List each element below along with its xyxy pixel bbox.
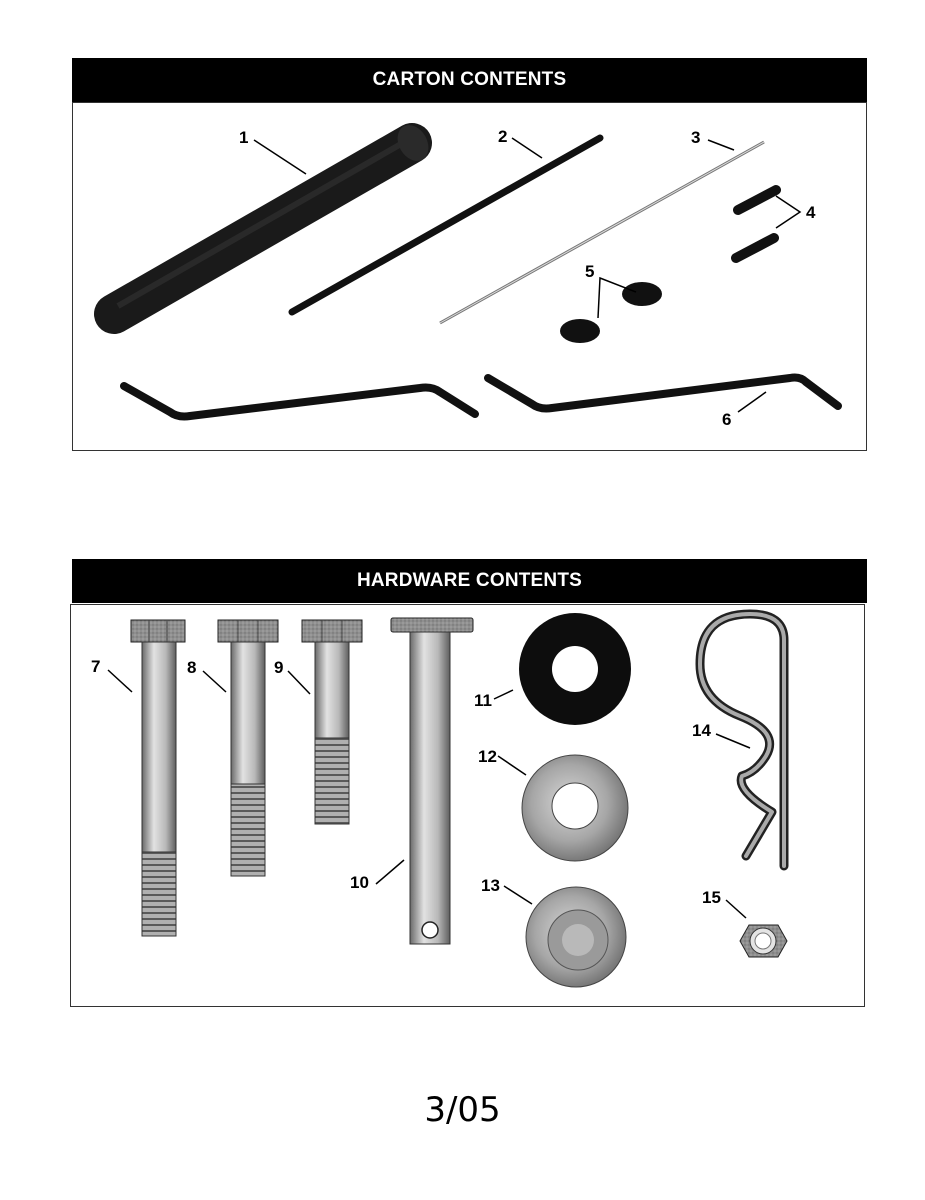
part-1-tube [114,120,435,314]
carton-contents-title: CARTON CONTENTS [372,69,567,90]
callout-6: 6 [722,410,732,429]
callout-5: 5 [585,262,595,281]
callout-8: 8 [187,658,197,677]
callout-15: 15 [702,888,721,907]
part-5-discs [560,282,662,343]
callout-11: 11 [474,691,492,710]
callout-2: 2 [498,127,508,146]
hardware-contents-title: HARDWARE CONTENTS [356,570,583,591]
part-4-pins [736,190,776,258]
callout-10: 10 [350,873,369,892]
callout-7: 7 [91,657,101,676]
part-3-wire [440,142,764,323]
callout-3: 3 [691,128,701,147]
page-number: 3/05 [424,1090,501,1130]
callout-1: 1 [239,128,249,147]
hardware-contents-panel [70,604,865,1007]
callout-14: 14 [692,721,711,740]
callout-9: 9 [274,658,284,677]
callout-12: 12 [478,747,497,766]
callout-4: 4 [806,203,816,222]
callout-13: 13 [481,876,500,895]
hardware-contents-header [72,559,867,603]
